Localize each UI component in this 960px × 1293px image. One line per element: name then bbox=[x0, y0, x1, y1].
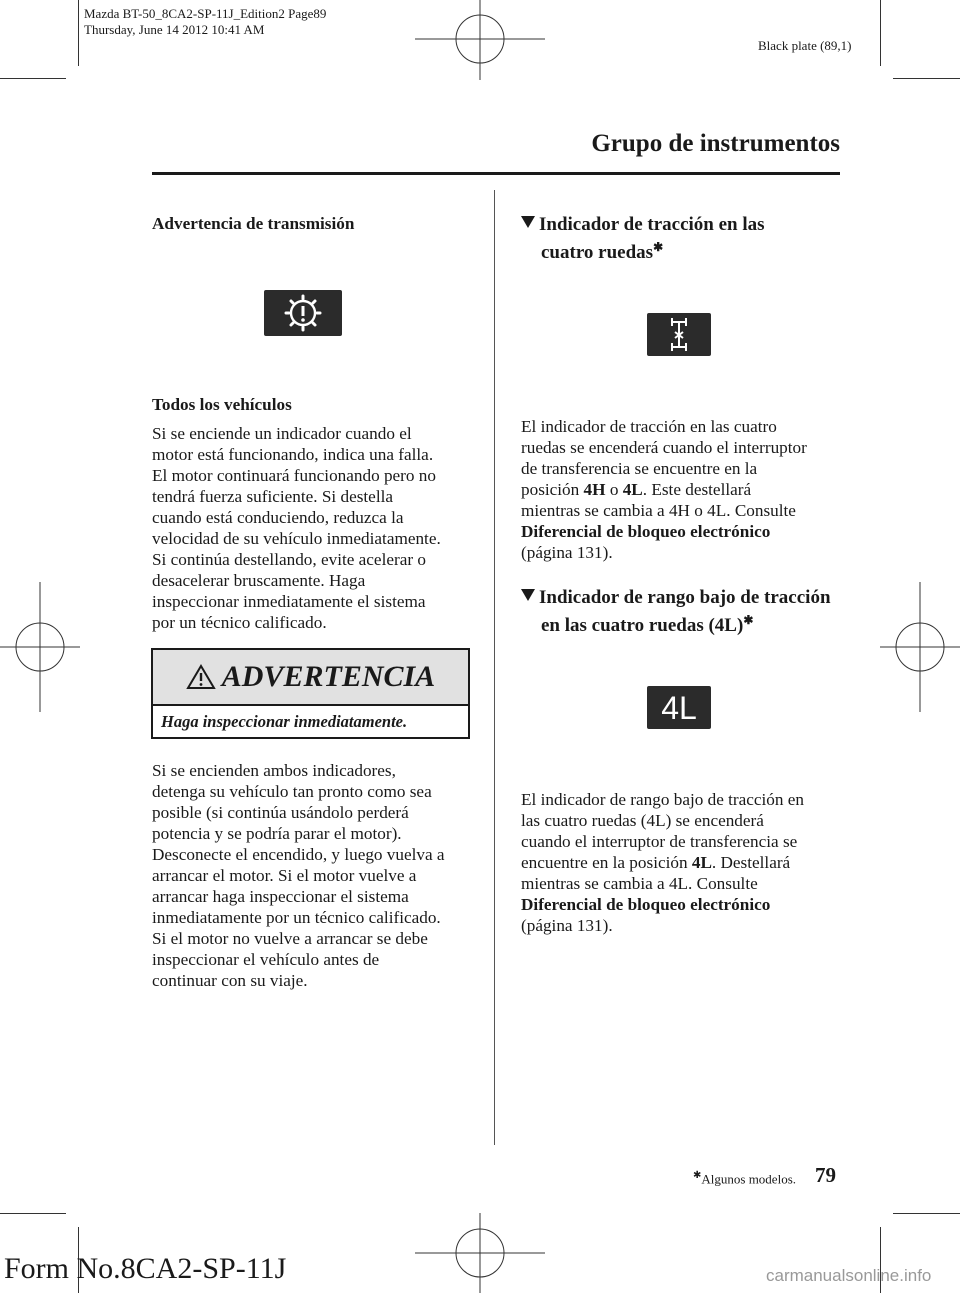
page-reference: (página 131). bbox=[521, 916, 613, 935]
crop-mark bbox=[893, 78, 960, 79]
text-line: cuando el interruptor de transferencia se bbox=[521, 832, 798, 851]
text-line: El indicador de tracción en las cuatro bbox=[521, 417, 777, 436]
warning-box bbox=[151, 648, 470, 739]
text-line: inspeccionar el vehículo antes de bbox=[152, 950, 380, 969]
registration-mark-left bbox=[0, 582, 80, 712]
crop-mark bbox=[0, 1213, 66, 1214]
text-line: inspeccionar inmediatamente el sistema bbox=[152, 592, 426, 611]
text-line: ruedas se encenderá cuando el interruptor bbox=[521, 438, 807, 457]
text-line: Si se encienden ambos indicadores, bbox=[152, 761, 396, 780]
text-line: Si se enciende un indicador cuando el bbox=[152, 424, 412, 443]
warning-title: ADVERTENCIA bbox=[221, 660, 436, 693]
asterisk-icon: ✱ bbox=[693, 1170, 702, 1181]
text-line: potencia y se podría parar el motor). bbox=[152, 824, 402, 843]
print-header bbox=[84, 6, 326, 38]
4l-indicator-icon: 4L bbox=[661, 689, 697, 726]
header-rule bbox=[152, 172, 840, 175]
four-wheel-drive-indicator bbox=[647, 313, 711, 356]
registration-mark-top bbox=[415, 0, 545, 80]
text-line: El indicador de rango bajo de tracción en bbox=[521, 790, 804, 809]
text-line: El motor continuará funcionando pero no bbox=[152, 466, 436, 485]
heading-line: Indicador de rango bajo de tracción bbox=[539, 587, 831, 608]
text-line: o bbox=[605, 480, 623, 499]
transmission-paragraph-1 bbox=[152, 423, 472, 633]
text-line: arrancar haga inspeccionar el sistema bbox=[152, 887, 409, 906]
cross-reference: Diferencial de bloqueo electrónico bbox=[521, 895, 771, 914]
four-wheel-drive-paragraph bbox=[521, 416, 851, 563]
triangle-bullet-icon bbox=[521, 589, 535, 601]
text-line: detenga su vehículo tan pronto como sea bbox=[152, 782, 432, 801]
text-line: motor está funcionando, indica una falla. bbox=[152, 445, 434, 464]
text-line: continuar con su viaje. bbox=[152, 971, 308, 990]
form-number: Form No.8CA2-SP-11J bbox=[4, 1252, 287, 1285]
warning-triangle-icon bbox=[186, 664, 216, 690]
heading-line: en las cuatro ruedas (4L) bbox=[541, 615, 744, 637]
column-divider bbox=[494, 190, 495, 1145]
text-line: mientras se cambia a 4L. Consulte bbox=[521, 874, 758, 893]
triangle-bullet-icon bbox=[521, 216, 535, 228]
transmission-warning-heading: Advertencia de transmisión bbox=[152, 214, 355, 233]
text-line: de transferencia se encuentre en la bbox=[521, 459, 758, 478]
text-line: inmediatamente por un técnico calificado. bbox=[152, 908, 441, 927]
crop-mark bbox=[880, 0, 881, 66]
text-line: tendrá fuerza suficiente. Si destella bbox=[152, 487, 393, 506]
transmission-paragraph-2 bbox=[152, 760, 482, 991]
text-line: . Este destellará bbox=[642, 480, 752, 499]
crop-mark bbox=[893, 1213, 960, 1214]
warning-header bbox=[153, 650, 468, 706]
left-body bbox=[152, 394, 472, 641]
page-number: 79 bbox=[815, 1163, 836, 1187]
four-wheel-drive-axle-icon bbox=[647, 313, 711, 356]
text-line: velocidad de su vehículo inmediatamente. bbox=[152, 529, 441, 548]
text-line: encuentre en la posición bbox=[521, 853, 692, 872]
low-range-text bbox=[521, 789, 851, 944]
text-line: por un técnico calificado. bbox=[152, 613, 327, 632]
print-header-line2: Thursday, June 14 2012 10:41 AM bbox=[84, 22, 265, 37]
position-4h: 4H bbox=[583, 480, 606, 499]
text-line: las cuatro ruedas (4L) se encenderá bbox=[521, 811, 764, 830]
print-header-line1: Mazda BT-50_8CA2-SP-11J_Edition2 Page89 bbox=[84, 6, 327, 21]
text-line: posible (si continúa usándolo perderá bbox=[152, 803, 409, 822]
plate-label: Black plate (89,1) bbox=[758, 38, 852, 53]
page-reference: (página 131). bbox=[521, 543, 613, 562]
position-4l: 4L bbox=[691, 853, 712, 872]
section-title: Grupo de instrumentos bbox=[591, 130, 840, 157]
left-body-2 bbox=[152, 760, 482, 999]
asterisk-icon: ✱ bbox=[743, 613, 754, 627]
all-vehicles-subheading: Todos los vehículos bbox=[152, 395, 292, 414]
text-line: Si continúa destellando, evite acelerar o bbox=[152, 550, 426, 569]
transmission-warning-gear-icon bbox=[264, 290, 342, 336]
heading-line: Indicador de tracción en las bbox=[539, 214, 765, 235]
text-line: cuando está conduciendo, reduzca la bbox=[152, 508, 404, 527]
registration-mark-bottom bbox=[415, 1213, 545, 1293]
four-wheel-drive-heading bbox=[521, 213, 841, 264]
heading-line: cuatro ruedas bbox=[541, 242, 654, 264]
position-4l: 4L bbox=[622, 480, 643, 499]
text-line: posición bbox=[521, 480, 584, 499]
warning-text: Haga inspeccionar inmediatamente. bbox=[161, 712, 408, 731]
left-column bbox=[152, 213, 472, 242]
text-line: . Destellará bbox=[711, 853, 791, 872]
footnote-text: Algunos modelos. bbox=[701, 1171, 797, 1187]
low-range-indicator bbox=[647, 686, 711, 729]
text-line: mientras se cambia a 4H o 4L. Consulte bbox=[521, 501, 796, 520]
text-line: Si el motor no vuelve a arrancar se debe bbox=[152, 929, 428, 948]
registration-mark-right bbox=[880, 582, 960, 712]
text-line: arrancar el motor. Si el motor vuelve a bbox=[152, 866, 417, 885]
crop-mark bbox=[78, 0, 79, 66]
low-range-heading bbox=[521, 586, 851, 637]
low-range-paragraph bbox=[521, 789, 851, 936]
crop-mark bbox=[0, 78, 66, 79]
transmission-warning-indicator bbox=[264, 290, 342, 336]
text-line: desacelerar bruscamente. Haga bbox=[152, 571, 366, 590]
cross-reference: Diferencial de bloqueo electrónico bbox=[521, 522, 771, 541]
footnote bbox=[693, 1170, 796, 1187]
watermark: carmanualsonline.info bbox=[766, 1266, 932, 1285]
asterisk-icon: ✱ bbox=[653, 240, 664, 254]
text-line: Desconecte el encendido, y luego vuelva a bbox=[152, 845, 445, 864]
four-wheel-drive-text bbox=[521, 416, 851, 571]
